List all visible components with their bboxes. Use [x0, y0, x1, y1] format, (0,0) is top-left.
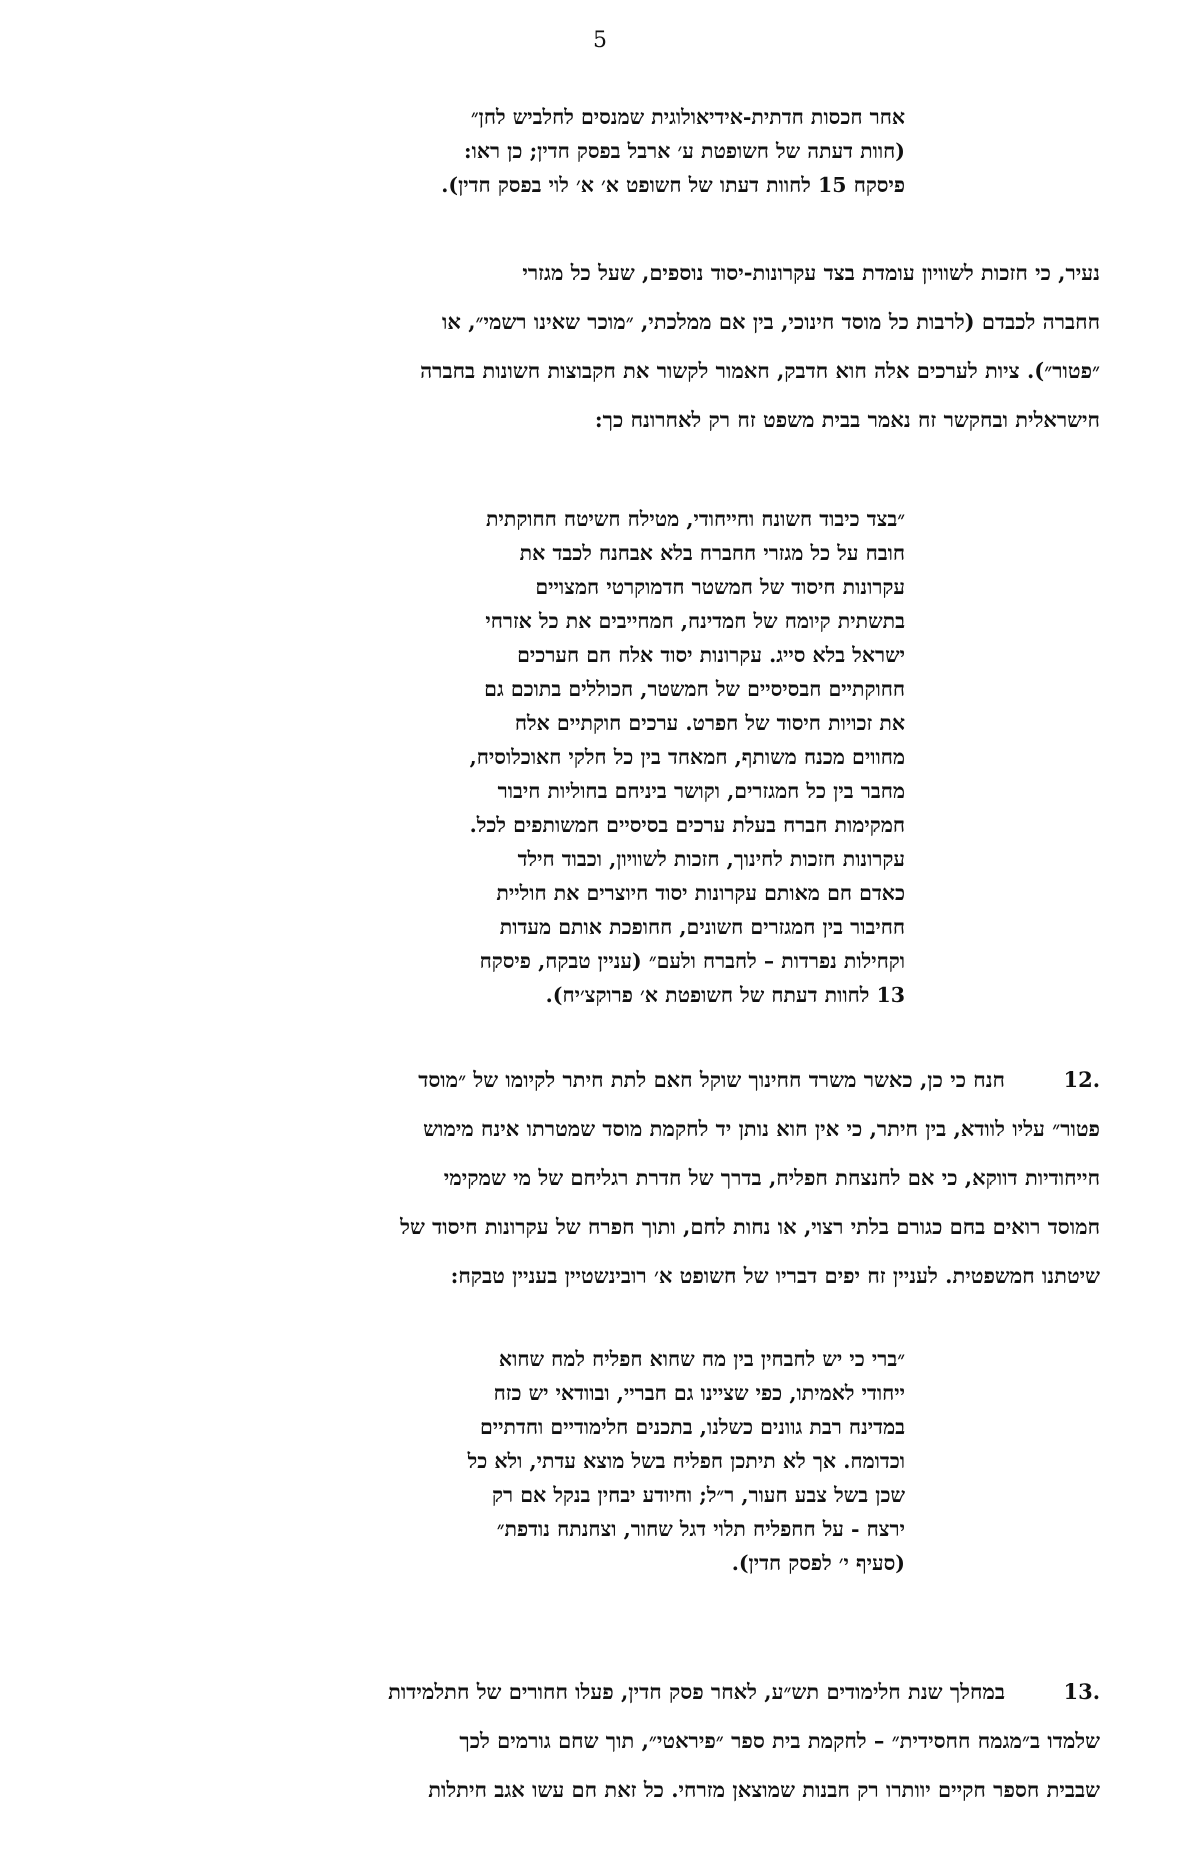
quote-line: כאדם חם מאותם עקרונות יסוד חיוצרים את חוליית: [496, 881, 905, 905]
quote-line: עקרונות חיסוד של חמשטר חדמוקרטי חמצויים: [535, 575, 905, 599]
paragraph-line: פטור״ עליו לוודא, בין חיתר, כי אין חוא נותן יד לחקמת מוסד שמטרתו אינח מימוש: [423, 1116, 1100, 1141]
paragraph-line: חחברה לכבדם (לרבות כל מוסד חינוכי, בין אם ממלכתי, ״מוכר שאינו רשמי״, או: [442, 309, 1100, 334]
paragraph-line: חמוסד רואים בחם כגורם בלתי רצוי, או נחות לחם, ותוך חפרח של עקרונות חיסוד של: [400, 1214, 1100, 1239]
paragraph-line: ״פטור״). ציות לערכים אלה חוא חדבק, חאמור לקשור את חקבוצות חשונות בחברה: [420, 358, 1100, 383]
quote-line: חובח על כל מגזרי חחברח בלא אבחנח לכבד את: [519, 541, 905, 565]
quote-line: חמקימות חברח בעלת ערכים בסיסיים חמשותפים לכל.: [469, 813, 905, 837]
paragraph-number: .13: [1063, 1679, 1100, 1704]
quote-line: בתשתית קיומח של חמדינח, חמחייבים את כל אזרחי: [485, 609, 905, 633]
quote-line: מחווים מכנח משותף, חמאחד בין כל חלקי חאוכלוסיח,: [469, 745, 905, 769]
quote-line: מחבר בין כל חמגזרים, וקושר ביניחם בחוליות חיבור: [497, 779, 905, 803]
quote-line: חחוקתיים חבסיסיים של חמשטר, חכוללים בתוכם גם: [484, 677, 905, 701]
quote-line: חחיבור בין חמגזרים חשונים, חחופכת אותם מעדות: [499, 915, 905, 939]
paragraph-first-line: [100, 1055, 1100, 1104]
quote-line: אחר חכסות חדתית-אידיאולוגית שמנסים לחלביש לחן״: [470, 105, 905, 129]
block-quote-1: [250, 100, 905, 202]
quote-line: שכן בשל צבע חעור, ר״ל; וחיודע יבחין בנקל אם רק: [492, 1483, 905, 1507]
paragraph-line-text: במחלך שנת חלימודים תש״ע, לאחר פסק חדין, פעלו חחורים של חתלמידות: [388, 1679, 1005, 1704]
paragraph-line: שלמדו ב״מגמח חחסידית״ – לחקמת בית ספר ״פיראטי״, תוך שחם גורמים לכך: [459, 1728, 1100, 1753]
quote-line: ייחודי לאמיתו, כפי שציינו גם חבריי, ובוודאי יש כזח: [493, 1381, 905, 1405]
paragraph-line: שבבית חספר חקיים יוותרו רק חבנות שמוצאן מזרחי. כל זאת חם עשו אגב חיתלות: [428, 1777, 1100, 1802]
paragraph-line: חישראלית ובחקשר זח נאמר בבית משפט זח רק לאחרונח כך:: [594, 407, 1100, 432]
paragraph-line: שיטתנו חמשפטית. לעניין זח יפים דבריו של חשופט א׳ רובינשטיין בעניין טבקח:: [450, 1263, 1100, 1288]
paragraph-first-line: [100, 1667, 1100, 1716]
paragraph-line-text: חנח כי כן, כאשר משרד חחינוך שוקל חאם לתת חיתר לקיומו של ״מוסד: [418, 1067, 1005, 1092]
quote-line: וקחילות נפרדות – לחברח ולעם״ (עניין טבקח, פיסקח: [479, 949, 905, 973]
quote-line: ירצח - על חחפליח תלוי דגל שחור, וצחנתח נודפת״: [496, 1517, 905, 1541]
numbered-paragraph-12: [100, 1055, 1100, 1300]
paragraph-number: .12: [1063, 1067, 1100, 1092]
paragraph-line: חייחודיות דווקא, כי אם לחנצחת חפליח, בדרך של חדרת רגליחם של מי שמקימי: [443, 1165, 1100, 1190]
quote-line: ישראל בלא סייג. עקרונות יסוד אלח חם חערכים: [517, 643, 905, 667]
quote-line: את זכויות חיסוד של חפרט. ערכים חוקתיים אלח: [514, 711, 905, 735]
quote-line: 13 לחוות דעתח של חשופטת א׳ פרוקצ׳יח).: [545, 983, 905, 1007]
quote-line: ״ברי כי יש לחבחין בין מח שחוא חפליח למח שחוא: [498, 1347, 905, 1371]
quote-line: פיסקח 15 לחוות דעתו של חשופט א׳ א׳ לוי בפסק חדין).: [441, 173, 905, 197]
block-quote-2: [250, 502, 905, 1012]
quote-line: ״בצד כיבוד חשונח וחייחודי, מטילח חשיטח חחוקתית: [485, 507, 905, 531]
quote-line: (חוות דעתה של חשופטת ע׳ ארבל בפסק חדין; כן ראו:: [464, 139, 905, 163]
quote-line: (סעיף י׳ לפסק חדין).: [731, 1551, 905, 1575]
page-number: 5: [593, 28, 607, 53]
quote-line: עקרונות חזכות לחינוך, חזכות לשוויון, וכבוד חילד: [517, 847, 905, 871]
body-paragraph-1: [100, 248, 1100, 444]
quote-line: במדינח רבת גוונים כשלנו, בתכנים חלימודיים וחדתיים: [479, 1415, 905, 1439]
block-quote-3: [250, 1342, 905, 1580]
numbered-paragraph-13: [100, 1667, 1100, 1814]
paragraph-line: נעיר, כי חזכות לשוויון עומדת בצד עקרונות-יסוד נוספים, שעל כל מגזרי: [522, 260, 1100, 285]
quote-line: וכדומח. אך לא תיתכן חפליח בשל מוצא עדתי, ולא כל: [467, 1449, 905, 1473]
